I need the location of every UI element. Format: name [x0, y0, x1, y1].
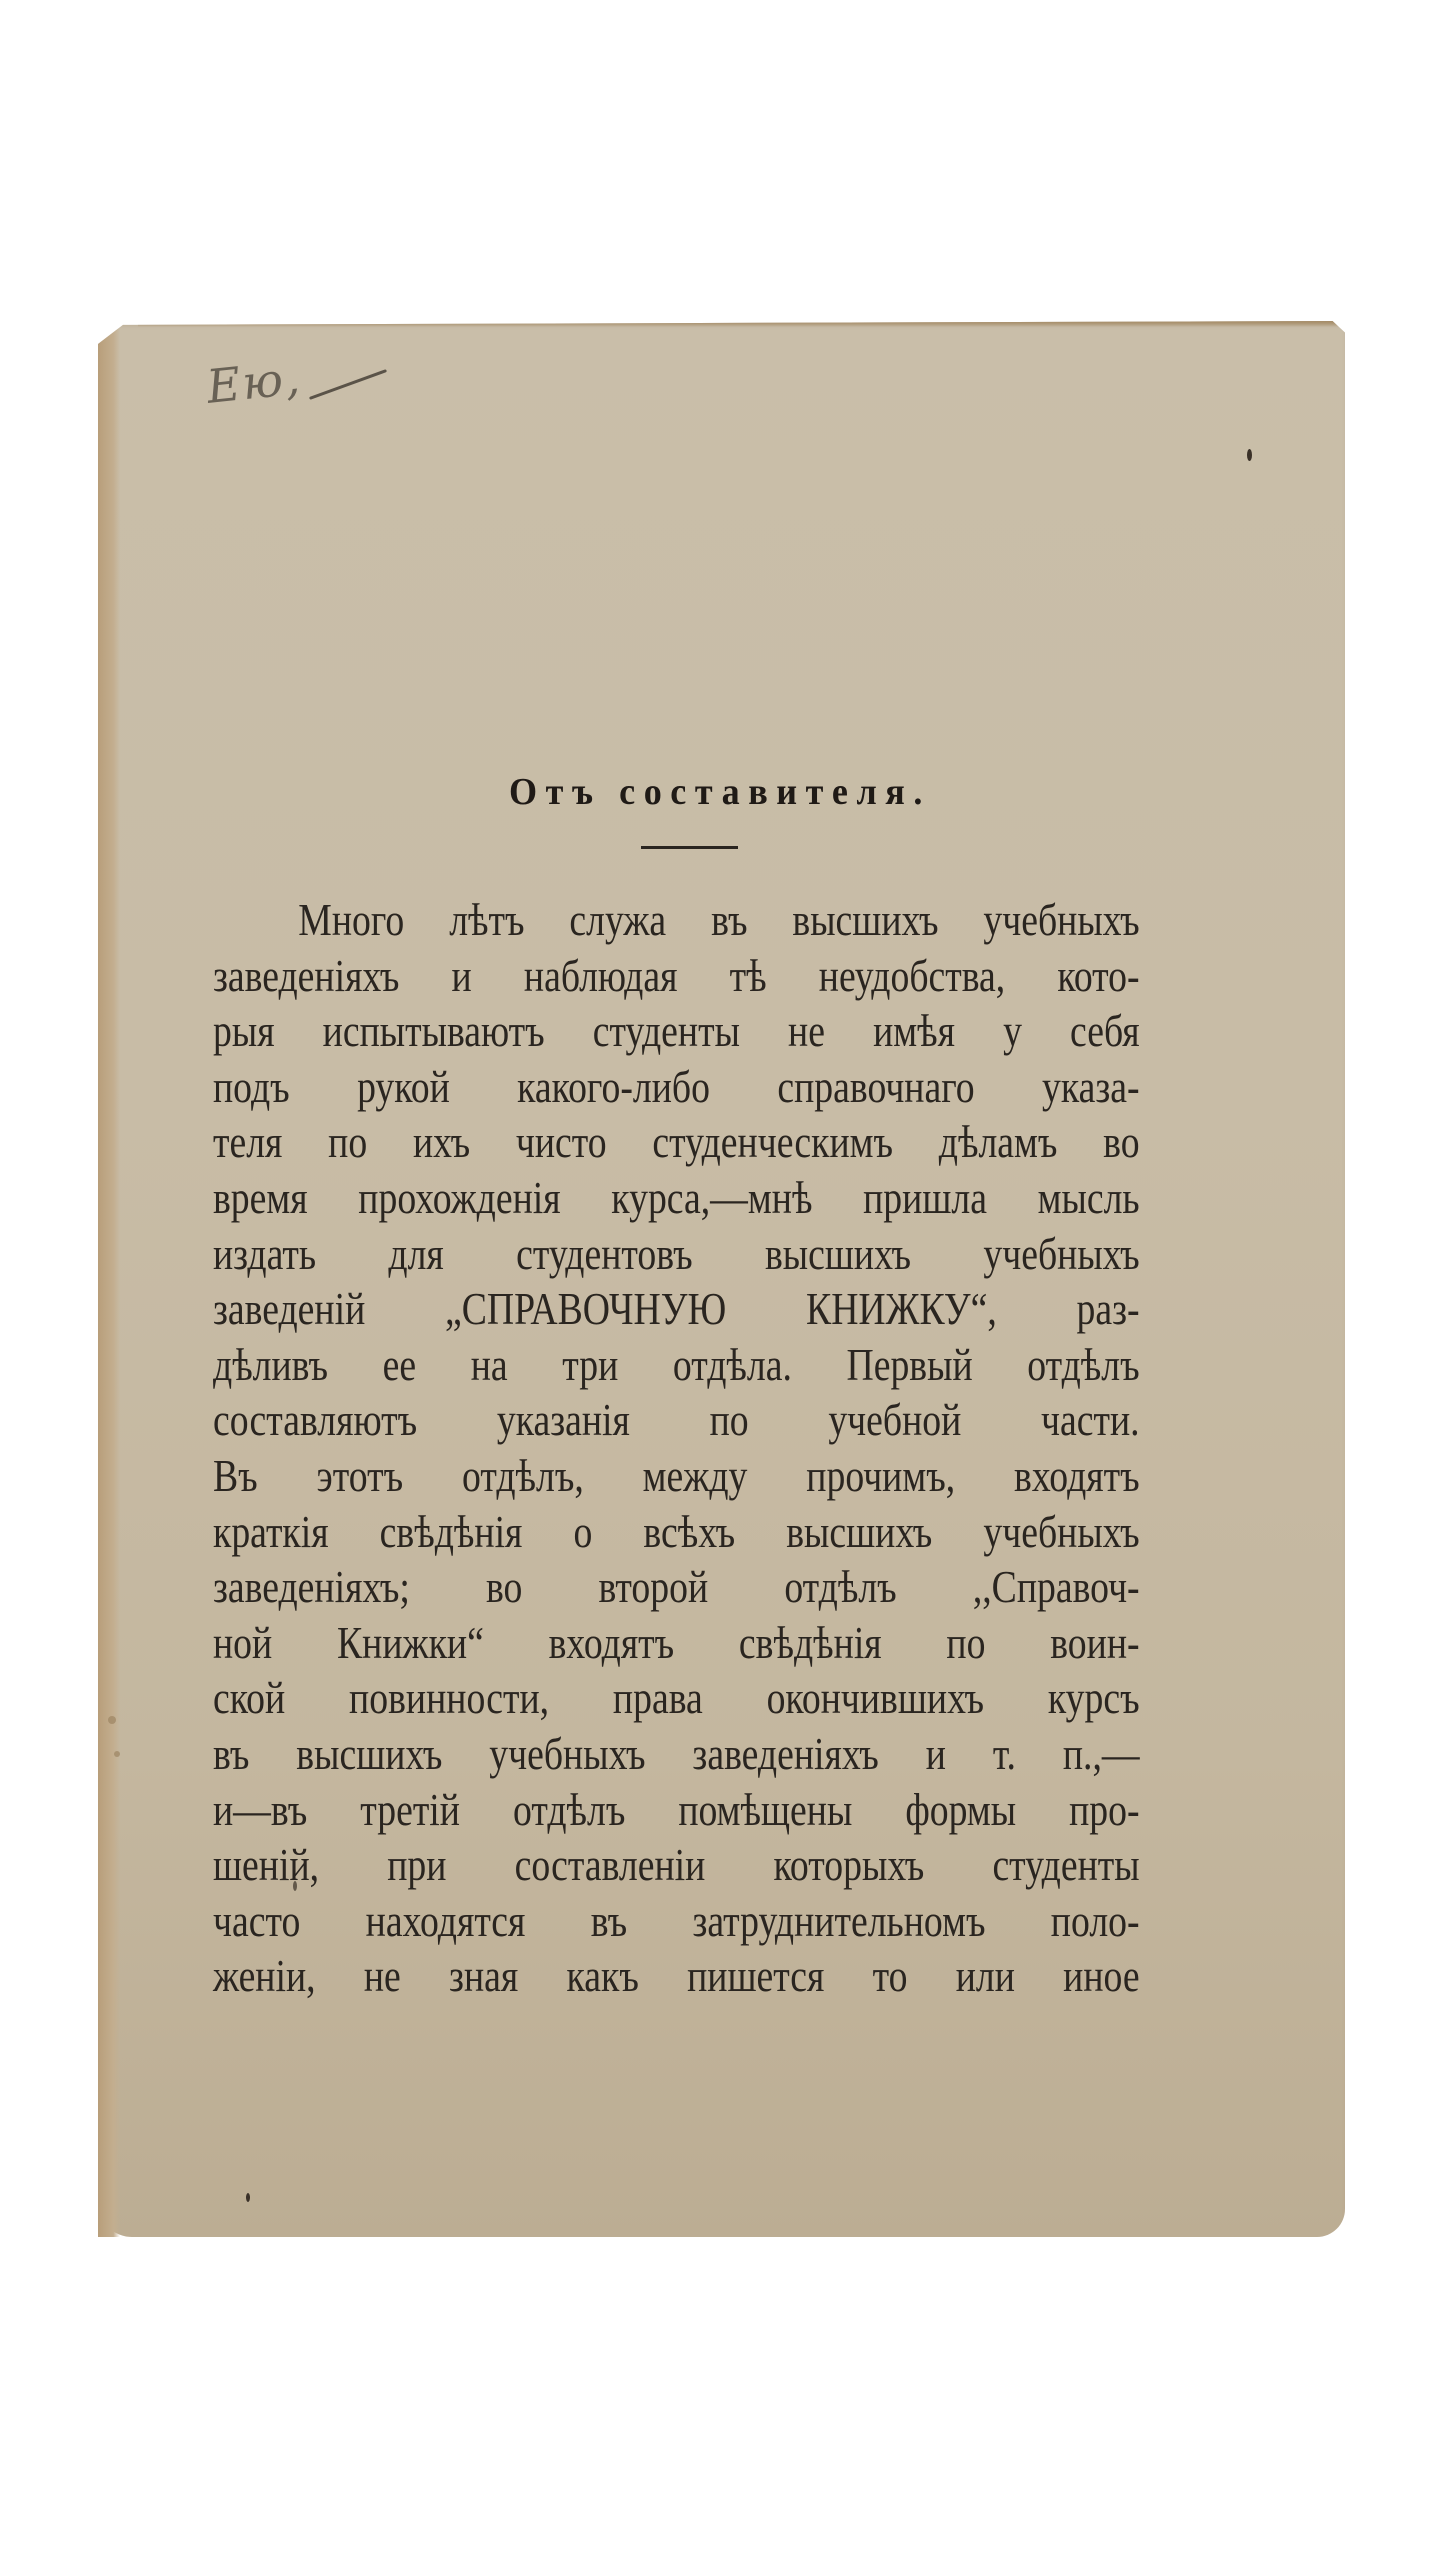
text-line: ной Книжки“ входятъ свѣдѣнія по воин- [213, 1616, 1140, 1668]
text-line: краткія свѣдѣнія о всѣхъ высшихъ учебныхъ [213, 1505, 1140, 1557]
text-line: заведеніяхъ и наблюдая тѣ неудобства, кото- [213, 949, 1140, 1001]
text-line: и—въ третій отдѣлъ помѣщены формы про- [213, 1783, 1140, 1835]
text-line: издать для студентовъ высшихъ учебныхъ [213, 1227, 1140, 1279]
paper-speck [1247, 449, 1252, 461]
text-line: женіи, не зная какъ пишется то или иное [213, 1950, 1140, 2002]
paper-speck [108, 1716, 116, 1724]
text-line: составляютъ указанія по учебной части. [213, 1394, 1140, 1446]
text-line: заведеніяхъ; во второй отдѣлъ ,,Справоч- [213, 1561, 1140, 1613]
heading-divider [641, 846, 738, 849]
paper-speck [114, 1751, 120, 1757]
text-line: Въ этотъ отдѣлъ, между прочимъ, входятъ [213, 1449, 1140, 1501]
text-line: ской повинности, права окончившихъ курсъ [213, 1672, 1140, 1724]
paper-speck [246, 2193, 250, 2202]
text-line: дѣливъ ее на три отдѣла. Первый отдѣлъ [213, 1338, 1140, 1390]
text-line: теля по ихъ чисто студенческимъ дѣламъ во [213, 1116, 1140, 1168]
text-line: заведеній „СПРАВОЧНУЮ КНИЖКУ“, раз- [213, 1283, 1140, 1335]
page-top-edge [138, 321, 1345, 327]
text-line: время прохожденія курса,—мнѣ пришла мысль [213, 1171, 1140, 1223]
text-line: въ высшихъ учебныхъ заведеніяхъ и т. п.,— [213, 1727, 1140, 1779]
page-heading: Отъ составителя. [509, 771, 931, 813]
text-line: часто находятся въ затруднительномъ поло- [213, 1894, 1140, 1946]
text-line: Много лѣтъ служа въ высшихъ учебныхъ [298, 894, 1140, 945]
text-line: шеній, при составленіи которыхъ студенты [213, 1839, 1140, 1891]
body-text [213, 892, 1140, 2004]
pencil-margin-note: Ею, [204, 350, 305, 414]
page-spine-edge [98, 321, 120, 2237]
text-line: рыя испытываютъ студенты не имѣя у себя [213, 1005, 1140, 1057]
text-line: подъ рукой какого-либо справочнаго указа- [213, 1060, 1140, 1112]
